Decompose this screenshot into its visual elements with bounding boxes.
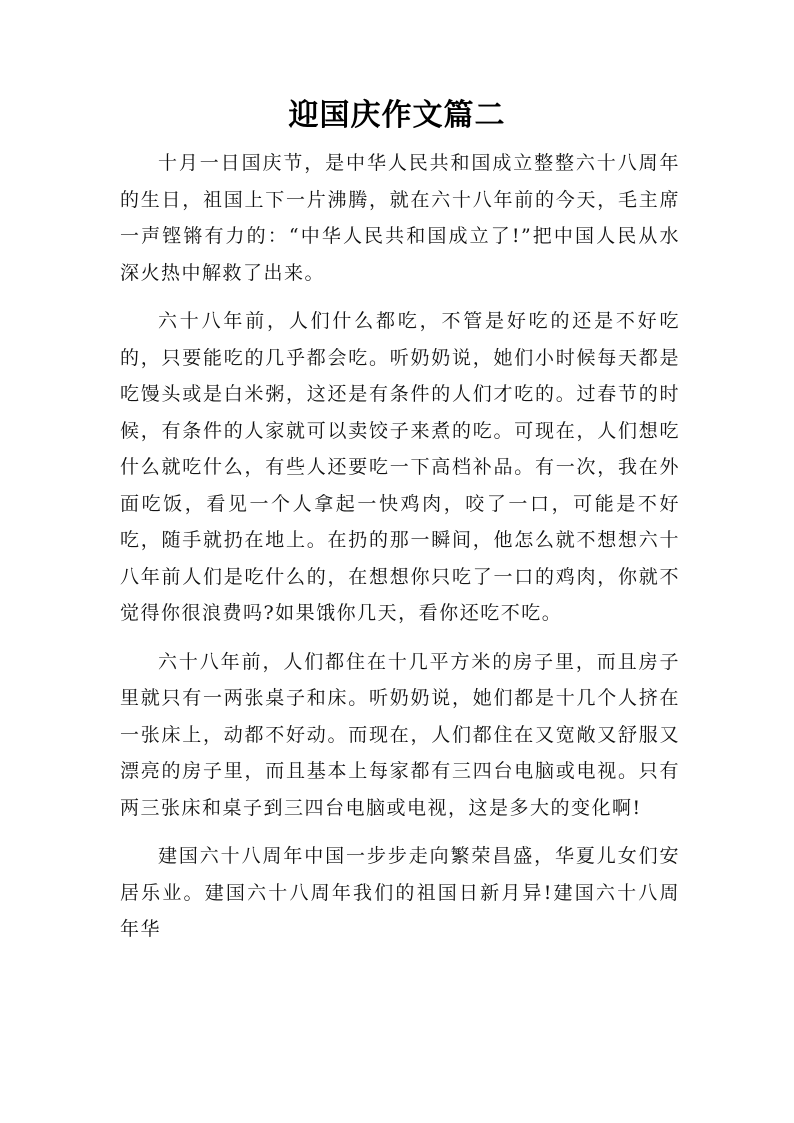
paragraph-1: 十月一日国庆节，是中华人民共和国成立整整六十八周年的生日，祖国上下一片沸腾，就在六十八年前的今天，毛主席一声铿锵有力的：“中华人民共和国成立了!”把中国人民从水深火热中解救了出来。 <box>120 152 680 284</box>
document-body <box>120 145 680 960</box>
document-title: 迎国庆作文篇二 <box>288 98 506 133</box>
paragraph-3: 六十八年前，人们都住在十几平方米的房子里，而且房子里就只有一两张桌子和床。听奶奶说，她们都是十几个人挤在一张床上，动都不好动。而现在，人们都住在又宽敞又舒服又漂亮的房子里，而且基本上每家都有三四台电脑或电视。只有两三张床和桌子到三四台电脑或电视，这是多大的变化啊! <box>120 650 680 819</box>
paragraph-4: 建国六十八周年中国一步步走向繁荣昌盛，华夏儿女们安居乐业。建国六十八周年我们的祖国日新月异!建国六十八周年华 <box>120 845 680 940</box>
paragraph-2: 六十八年前，人们什么都吃，不管是好吃的还是不好吃的，只要能吃的几乎都会吃。听奶奶说，她们小时候每天都是吃馒头或是白米粥，这还是有条件的人们才吃的。过春节的时候，有条件的人家就可以卖饺子来煮的吃。可现在，人们想吃什么就吃什么，有些人还要吃一下高档补品。有一次，我在外面吃饭，看见一个人拿起一快鸡肉，咬了一口，可能是不好吃，随手就扔在地上。在扔的那一瞬间，他怎么就不想想六十八年前人们是吃什么的，在想想你只吃了一口的鸡肉，你就不觉得你很浪费吗?如果饿你几天，看你还吃不吃。 <box>120 310 680 624</box>
